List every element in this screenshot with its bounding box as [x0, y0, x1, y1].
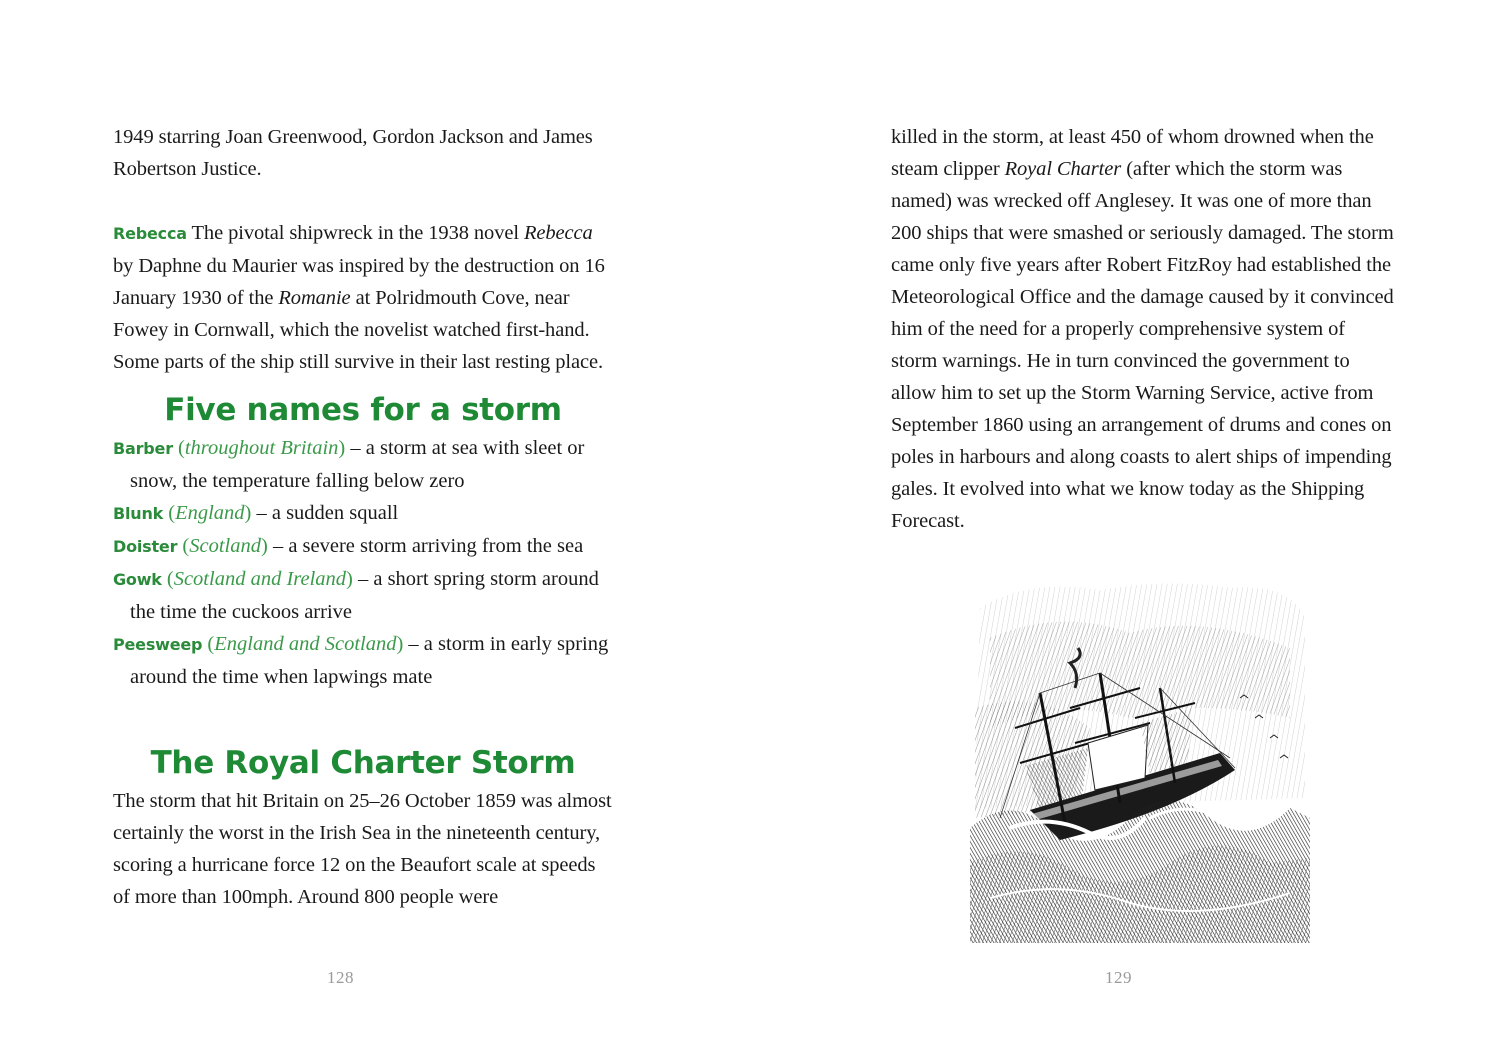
storm-definition: – a storm in early spring around the time when lapwings mate — [130, 633, 609, 688]
intro-paragraph: 1949 starring Joan Greenwood, Gordon Jackson and James Robertson Justice. — [113, 126, 593, 180]
rebecca-ship-name: Romanie — [278, 287, 351, 309]
storm-names-list — [113, 432, 613, 693]
royal-charter-heading: The Royal Charter Storm — [150, 745, 576, 781]
storm-term: Peesweep — [113, 635, 203, 654]
storm-definition: – a severe storm arriving from the sea — [267, 535, 584, 557]
continuation-text-1: killed in the storm, at least 450 of whom drowned when the steam clipper — [891, 126, 1374, 180]
page-number-left: 128 — [327, 968, 354, 987]
page-number-right: 129 — [1105, 968, 1132, 987]
storm-definition: – a short spring storm around the time the cuckoos arrive — [130, 568, 599, 623]
storm-region: Scotland — [189, 535, 261, 557]
rebecca-novel-title: Rebecca — [523, 222, 593, 244]
storm-name-item: Barber (throughout Britain) – a storm at sea with sleet or snow, the temperature falling below zero — [113, 437, 585, 492]
storm-definition: – a sudden squall — [251, 502, 399, 524]
storm-term: Doister — [113, 537, 178, 556]
rebecca-paragraph — [113, 217, 613, 378]
continuation-text-2: (after which the storm was named) was wrecked off Anglesey. It was one of more than 200 ships that were smashed or seriously damaged. The storm came only five years after Robert FitzRoy had established the Meteorological Office and the damage caused by it convinced him of the need for a properly comprehensive system of storm warnings. He in turn convinced the government to allow him to set up the Storm Warning Service, active from September 1860 using an arrangement of drums and cones on poles in harbours and along coasts to alert ships of impending gales. It evolved into what we know today as the Shipping Forecast. — [891, 158, 1394, 532]
rebecca-text-3: at Polridmouth Cove, near Fowey in Cornwall, which the novelist watched first-hand. Some parts of the ship still survive in their last resting place. — [113, 287, 603, 373]
royal-charter-paragraph: The storm that hit Britain on 25–26 October 1859 was almost certainly the worst in the Irish Sea in the nineteenth century, scoring a hurricane force 12 on the Beaufort scale at speeds of more than 100mph. Around 800 people were — [113, 790, 612, 908]
left-text-column — [113, 121, 613, 913]
royal-charter-ship-name: Royal Charter — [1004, 158, 1122, 180]
rebecca-text-1: The pivotal shipwreck in the 1938 novel — [186, 222, 524, 244]
storm-term: Gowk — [113, 570, 162, 589]
storm-definition: – a storm at sea with sleet or snow, the temperature falling below zero — [130, 437, 585, 492]
right-page — [750, 0, 1500, 1038]
storm-region: Scotland and Ireland — [173, 568, 347, 590]
storm-term: Blunk — [113, 504, 164, 523]
storm-region: England and Scotland — [214, 633, 397, 655]
storm-region: England — [175, 502, 245, 524]
right-text-column — [891, 121, 1396, 537]
storm-region: throughout Britain — [184, 437, 339, 459]
storm-name-item: Gowk (Scotland and Ireland) – a short spring storm around the time the cuckoos arrive — [113, 568, 599, 623]
rebecca-text-2: by Daphne du Maurier was inspired by the destruction on 16 January 1930 of the — [113, 255, 605, 309]
storm-name-item: Blunk (England) – a sudden squall — [113, 502, 399, 524]
royal-charter-continuation — [891, 121, 1396, 537]
five-names-heading: Five names for a storm — [164, 392, 562, 428]
storm-name-item: Doister (Scotland) – a severe storm arriving from the sea — [113, 535, 584, 557]
storm-term: Barber — [113, 439, 173, 458]
ship-in-storm-icon — [970, 578, 1310, 943]
storm-name-item: Peesweep (England and Scotland) – a storm in early spring around the time when lapwings mate — [113, 633, 609, 688]
rebecca-term: Rebecca — [113, 224, 187, 243]
